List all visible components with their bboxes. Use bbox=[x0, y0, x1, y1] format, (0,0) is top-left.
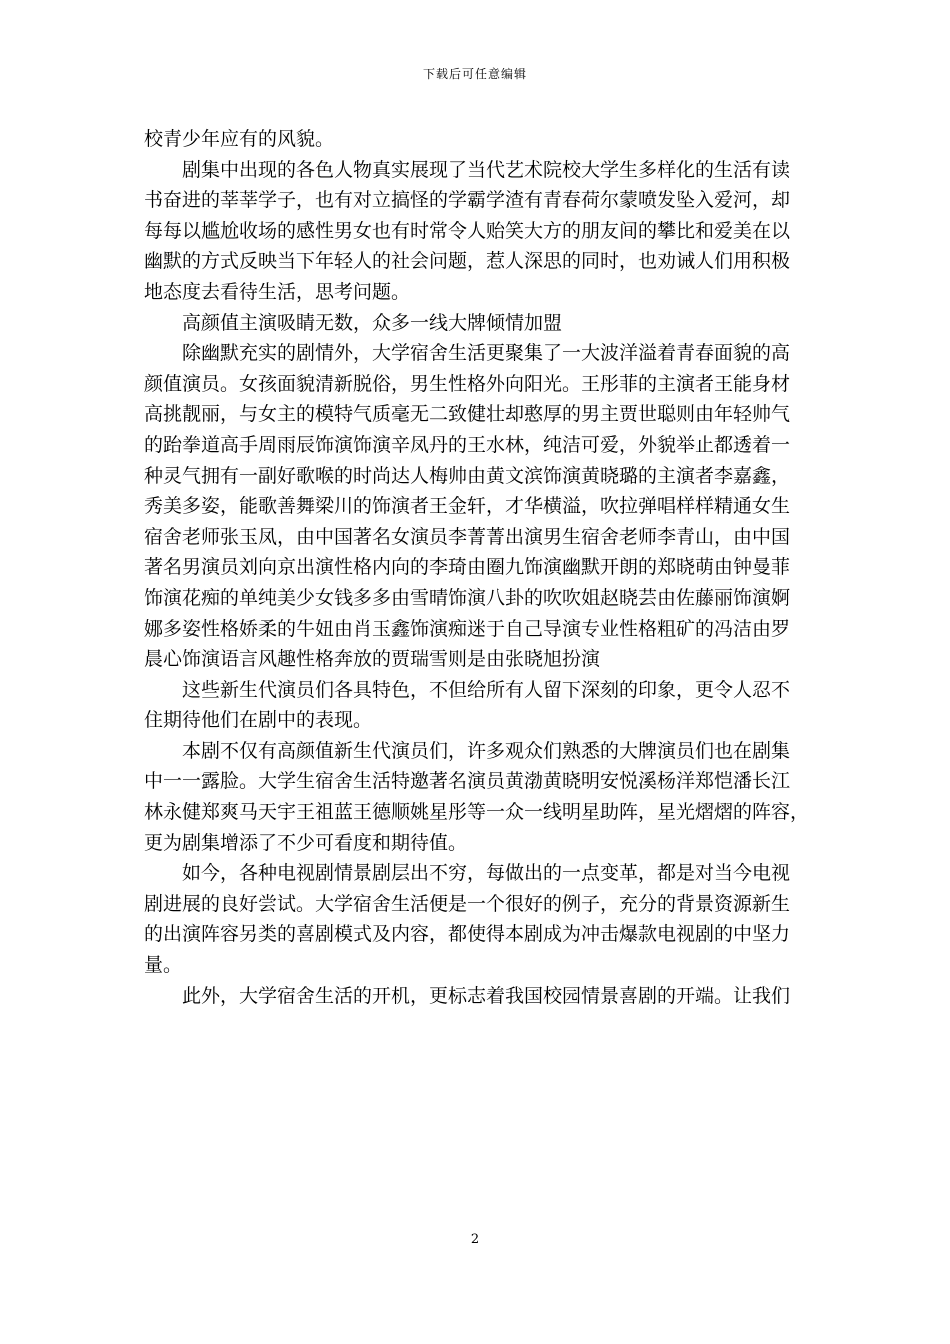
text-line: 的出演阵容另类的喜剧模式及内容，都使得本剧成为冲击爆款电视剧的中坚力 bbox=[144, 923, 791, 946]
text-line: 如今，各种电视剧情景剧层出不穷，每做出的一点变革，都是对当今电视 bbox=[182, 862, 791, 885]
text-line: 校青少年应有的风貌。 bbox=[144, 128, 335, 150]
text-line: 高挑靓丽，与女主的模特气质毫无二致健壮却憨厚的男主贾世聪则由年轻帅气 bbox=[144, 403, 791, 426]
text-line: 著名男演员刘向京出演性格内向的李琦由圈九饰演幽默开朗的郑晓萌由钟曼菲 bbox=[144, 556, 791, 579]
document-body bbox=[144, 124, 812, 1011]
text-line: 秀美多姿，能歌善舞梁川的饰演者王金轩，才华横溢，吹拉弹唱样样精通女生 bbox=[144, 495, 791, 518]
text-line: 本剧不仅有高颜值新生代演员们，许多观众们熟悉的大牌演员们也在剧集 bbox=[182, 739, 791, 762]
text-line: 量。 bbox=[144, 954, 183, 977]
text-line: 颜值演员。女孩面貌清新脱俗，男生性格外向阳光。王彤菲的主演者王能身材 bbox=[144, 372, 791, 395]
text-line: 除幽默充实的剧情外，大学宿舍生活更聚集了一大波洋溢着青春面貌的高 bbox=[182, 342, 791, 365]
text-line: 中一一露脸。大学生宿舍生活特邀著名演员黄渤黄晓明安悦溪杨洋郑恺潘长江 bbox=[144, 770, 791, 793]
text-line: 剧进展的良好尝试。大学宿舍生活便是一个很好的例子，充分的背景资源新生 bbox=[144, 892, 791, 915]
text-line: 住期待他们在剧中的表现。 bbox=[144, 709, 373, 732]
text-line: 种灵气拥有一副好歌喉的时尚达人梅帅由黄文滨饰演黄晓璐的主演者李嘉鑫， bbox=[144, 464, 791, 487]
text-line: 此外，大学宿舍生活的开机，更标志着我国校园情景喜剧的开端。让我们 bbox=[182, 984, 791, 1007]
text-line: 地态度去看待生活，思考问题。 bbox=[144, 280, 411, 303]
page-header: 下载后可任意编辑 bbox=[422, 67, 527, 81]
text-line: 更为剧集增添了不少可看度和期待值。 bbox=[144, 831, 468, 854]
text-line: 饰演花痴的单纯美少女钱多多由雪晴饰演八卦的吹吹姐赵晓芸由佐藤丽饰演婀 bbox=[144, 586, 791, 609]
text-line: 娜多姿性格娇柔的牛妞由肖玉鑫饰演痴迷于自己导演专业性格粗矿的冯洁由罗 bbox=[144, 617, 791, 640]
text-line: 林永健郑爽马天宇王祖蓝王德顺姚星彤等一众一线明星助阵，星光熠熠的阵容， bbox=[144, 801, 810, 824]
section-heading: 高颜值主演吸睛无数，众多一线大牌倾情加盟 bbox=[182, 311, 563, 334]
text-line: 剧集中出现的各色人物真实展现了当代艺术院校大学生多样化的生活有读 bbox=[182, 158, 791, 181]
text-line: 这些新生代演员们各具特色，不但给所有人留下深刻的印象，更令人忍不 bbox=[182, 678, 791, 701]
text-line: 宿舍老师张玉凤，由中国著名女演员李菁菁出演男生宿舍老师李青山，由中国 bbox=[144, 525, 791, 548]
text-line: 晨心饰演语言风趣性格奔放的贾瑞雪则是由张晓旭扮演 bbox=[144, 648, 601, 671]
text-line: 每每以尴尬收场的感性男女也有时常令人贻笑大方的朋友间的攀比和爱美在以 bbox=[144, 219, 791, 242]
page-number: 2 bbox=[470, 1232, 480, 1247]
text-line: 的跆拳道高手周雨辰饰演饰演辛凤丹的王水林，纯洁可爱，外貌举止都透着一 bbox=[144, 433, 791, 456]
text-line: 书奋进的莘莘学子，也有对立搞怪的学霸学渣有青春荷尔蒙喷发坠入爱河，却 bbox=[144, 189, 791, 212]
text-line: 幽默的方式反映当下年轻人的社会问题，惹人深思的同时，也劝诫人们用积极 bbox=[144, 250, 791, 273]
